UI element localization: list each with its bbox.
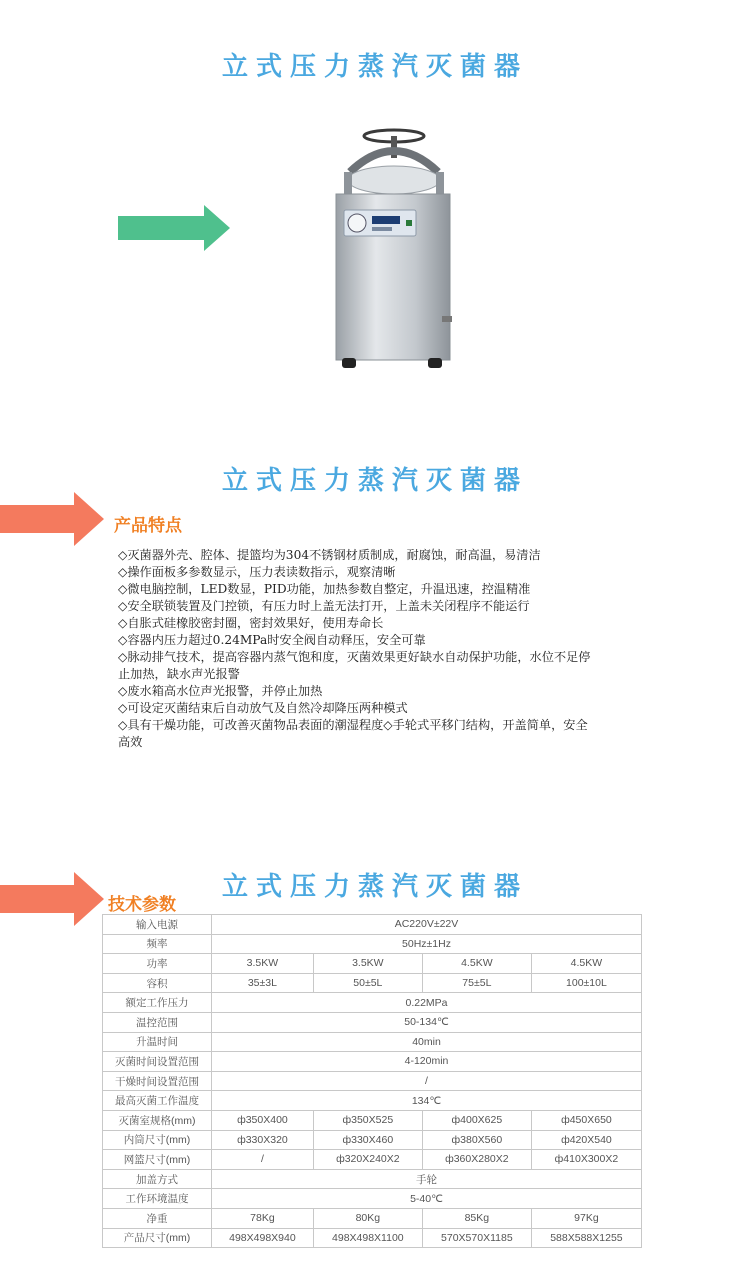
red-arrow-icon xyxy=(0,872,104,926)
spec-value: 498X498X940 xyxy=(212,1228,314,1248)
spec-label: 干燥时间设置范围 xyxy=(103,1071,212,1091)
table-row xyxy=(103,1032,642,1052)
green-arrow-icon xyxy=(118,205,230,251)
spec-label: 内筒尺寸(mm) xyxy=(103,1130,212,1150)
spec-label: 温控范围 xyxy=(103,1012,212,1032)
table-row xyxy=(103,1012,642,1032)
spec-value: ф410X300X2 xyxy=(531,1150,641,1170)
spec-label: 净重 xyxy=(103,1208,212,1228)
feature-item: ◇自胀式硅橡胶密封圈，密封效果好，使用寿命长 xyxy=(118,616,384,630)
spec-value: ф330X460 xyxy=(313,1130,422,1150)
features-label: 产品特点 xyxy=(114,516,182,536)
spec-label: 灭菌时间设置范围 xyxy=(103,1052,212,1072)
spec-value: / xyxy=(212,1071,642,1091)
spec-label: 频率 xyxy=(103,934,212,954)
autoclave-product-image xyxy=(330,120,460,372)
specs-section-title: 立式压力蒸汽灭菌器 xyxy=(221,872,528,902)
spec-value: 570X570X1185 xyxy=(422,1228,531,1248)
spec-value: 80Kg xyxy=(313,1208,422,1228)
table-row xyxy=(103,1130,642,1150)
spec-label: 额定工作压力 xyxy=(103,993,212,1013)
table-row xyxy=(103,1169,642,1189)
spec-label: 产品尺寸(mm) xyxy=(103,1228,212,1248)
table-row xyxy=(103,1071,642,1091)
spec-value: ф400X625 xyxy=(422,1110,531,1130)
spec-label: 容积 xyxy=(103,973,212,993)
spec-label: 灭菌室规格(mm) xyxy=(103,1110,212,1130)
features-list xyxy=(118,547,598,751)
feature-item: ◇脉动排气技术，提高容器内蒸气饱和度，灭菌效果更好缺水自动保护功能，水位不足停止加热，缺水声光报警 xyxy=(118,650,591,681)
spec-value: / xyxy=(212,1150,314,1170)
specs-label: 技术参数 xyxy=(108,895,176,915)
table-row xyxy=(103,934,642,954)
table-row xyxy=(103,1189,642,1209)
spec-value: 78Kg xyxy=(212,1208,314,1228)
spec-value: 0.22MPa xyxy=(212,993,642,1013)
spec-label: 最高灭菌工作温度 xyxy=(103,1091,212,1111)
spec-value: 50-134℃ xyxy=(212,1012,642,1032)
table-row xyxy=(103,1052,642,1072)
red-arrow-icon xyxy=(0,492,104,546)
spec-value: 498X498X1100 xyxy=(313,1228,422,1248)
table-row xyxy=(103,1110,642,1130)
spec-value: 4.5KW xyxy=(531,954,641,974)
table-row xyxy=(103,973,642,993)
page-title: 立式压力蒸汽灭菌器 xyxy=(221,52,528,82)
spec-value: 4-120min xyxy=(212,1052,642,1072)
table-row xyxy=(103,1150,642,1170)
spec-value: ф380X560 xyxy=(422,1130,531,1150)
spec-value: 3.5KW xyxy=(212,954,314,974)
spec-value: 3.5KW xyxy=(313,954,422,974)
feature-item: ◇操作面板多参数显示，压力表读数指示，观察清晰 xyxy=(118,565,396,579)
spec-value: 手轮 xyxy=(212,1169,642,1189)
spec-value: ф330X320 xyxy=(212,1130,314,1150)
spec-value: ф450X650 xyxy=(531,1110,641,1130)
spec-value: 50±5L xyxy=(313,973,422,993)
table-row xyxy=(103,915,642,935)
feature-item: ◇灭菌器外壳、腔体、提篮均为304不锈钢材质制成，耐腐蚀，耐高温，易清洁 xyxy=(118,548,541,562)
spec-value: ф350X525 xyxy=(313,1110,422,1130)
spec-value: ф350X400 xyxy=(212,1110,314,1130)
feature-item: ◇容器内压力超过0.24MPa时安全阀自动释压，安全可靠 xyxy=(118,633,426,647)
features-section-title: 立式压力蒸汽灭菌器 xyxy=(221,466,528,496)
specs-table xyxy=(102,914,642,1248)
table-row xyxy=(103,1228,642,1248)
table-row xyxy=(103,1091,642,1111)
spec-value: 40min xyxy=(212,1032,642,1052)
feature-item: ◇微电脑控制，LED数显，PID功能，加热参数自整定，升温迅速，控温精准 xyxy=(118,582,531,596)
spec-value: 97Kg xyxy=(531,1208,641,1228)
spec-label: 输入电源 xyxy=(103,915,212,935)
spec-value: 75±5L xyxy=(422,973,531,993)
feature-item: ◇安全联锁装置及门控锁，有压力时上盖无法打开，上盖未关闭程序不能运行 xyxy=(118,599,530,613)
spec-label: 工作环境温度 xyxy=(103,1189,212,1209)
spec-value: 85Kg xyxy=(422,1208,531,1228)
spec-label: 升温时间 xyxy=(103,1032,212,1052)
feature-item: ◇可设定灭菌结束后自动放气及自然冷却降压两种模式 xyxy=(118,701,408,715)
spec-value: 100±10L xyxy=(531,973,641,993)
spec-value: 4.5KW xyxy=(422,954,531,974)
spec-value: 588X588X1255 xyxy=(531,1228,641,1248)
spec-label: 功率 xyxy=(103,954,212,974)
spec-label: 网篮尺寸(mm) xyxy=(103,1150,212,1170)
spec-value: ф360X280X2 xyxy=(422,1150,531,1170)
spec-value: 35±3L xyxy=(212,973,314,993)
feature-item: ◇具有干燥功能，可改善灭菌物品表面的潮湿程度◇手轮式平移门结构，开盖简单，安全高效 xyxy=(118,718,588,749)
spec-value: 5-40℃ xyxy=(212,1189,642,1209)
spec-value: ф420X540 xyxy=(531,1130,641,1150)
table-row xyxy=(103,954,642,974)
feature-item: ◇废水箱高水位声光报警，并停止加热 xyxy=(118,684,323,698)
spec-value: 134℃ xyxy=(212,1091,642,1111)
table-row xyxy=(103,993,642,1013)
spec-value: AC220V±22V xyxy=(212,915,642,935)
spec-label: 加盖方式 xyxy=(103,1169,212,1189)
spec-value: ф320X240X2 xyxy=(313,1150,422,1170)
spec-value: 50Hz±1Hz xyxy=(212,934,642,954)
table-row xyxy=(103,1208,642,1228)
